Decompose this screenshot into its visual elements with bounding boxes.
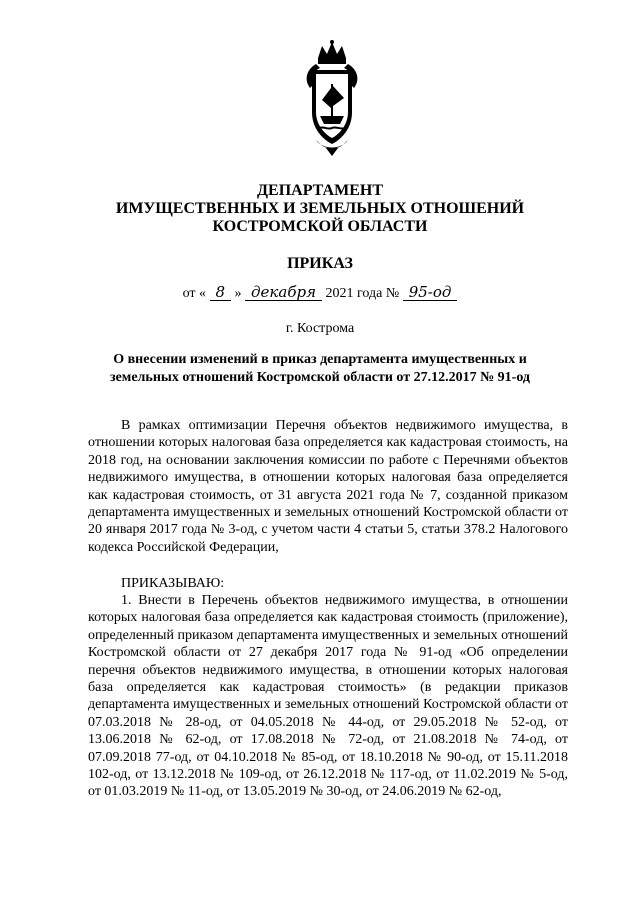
date-prefix: от «	[182, 286, 206, 301]
order-subject	[0, 351, 640, 387]
order-number-handwritten: 95-од	[403, 284, 458, 301]
coat-of-arms-icon	[296, 40, 368, 156]
date-line	[0, 284, 640, 303]
document-type-title: ПРИКАЗ	[287, 255, 353, 272]
city-line: г. Кострома	[285, 321, 355, 336]
date-day-handwritten: 8	[210, 284, 232, 301]
department-title-line-1: ДЕПАРТАМЕНТ	[257, 182, 383, 199]
preamble-paragraph: В рамках оптимизации Перечня объектов недвижимого имущества, в отношении которых налоговая база определяется как кадастровая стоимость, на 2018 год, на основании заключения комиссии по работе с Перечнями объектов недвижимого имущества, в отношении которых налоговая база определяется как кадастровая стоимость, от 31 августа 2021 года № 7, созданной приказом департамента имущественных и земельных отношений Костромской области от 20 января 2017 года № 3-од, с учетом части 4 статьи 5, статьи 378.2 Налогового кодекса Российской Федерации,	[88, 418, 568, 555]
department-title-line-2: ИМУЩЕСТВЕННЫХ И ЗЕМЕЛЬНЫХ ОТНОШЕНИЙ	[115, 200, 525, 217]
subject-line-1: О внесении изменений в приказ департамента имущественных и	[113, 352, 527, 367]
date-month-handwritten: декабря	[245, 284, 322, 301]
item-1-paragraph: 1. Внести в Перечень объектов недвижимого имущества, в отношении которых налоговая база определяется как кадастровая стоимость (приложение), определенный приказом департамента имущественных и земельных отношений Костромской области от 27 декабря 2017 года № 91-од «Об определении перечня объектов недвижимого имущества, в отношении которых налоговая база определяется как кадастровая стоимость» (в редакции приказов департамента имущественных и земельных отношений Костромской области от 07.03.2018 № 28-од, от 04.05.2018 № 44-од, от 29.05.2018 № 52-од, от 13.06.2018 № 62-од, от 17.08.2018 № 72-од, от 21.08.2018 № 74-од, от 07.09.2018 77-од, от 04.10.2018 № 85-од, от 18.10.2018 № 90-од, от 15.11.2018 102-од, от 13.12.2018 № 109-од, от 26.12.2018 № 117-од, от 11.02.2019 № 5-од, от 01.03.2019 № 11-од, от 13.05.2019 № 30-од, от 24.06.2019 № 62-од,	[88, 593, 568, 800]
date-quote-close: »	[234, 286, 242, 301]
order-command-word: ПРИКАЗЫВАЮ:	[121, 576, 225, 591]
department-title-line-3: КОСТРОМСКОЙ ОБЛАСТИ	[212, 218, 428, 235]
date-year-text: 2021 года №	[325, 286, 400, 301]
subject-line-2: земельных отношений Костромской области от 27.12.2017 № 91-од	[109, 370, 531, 385]
